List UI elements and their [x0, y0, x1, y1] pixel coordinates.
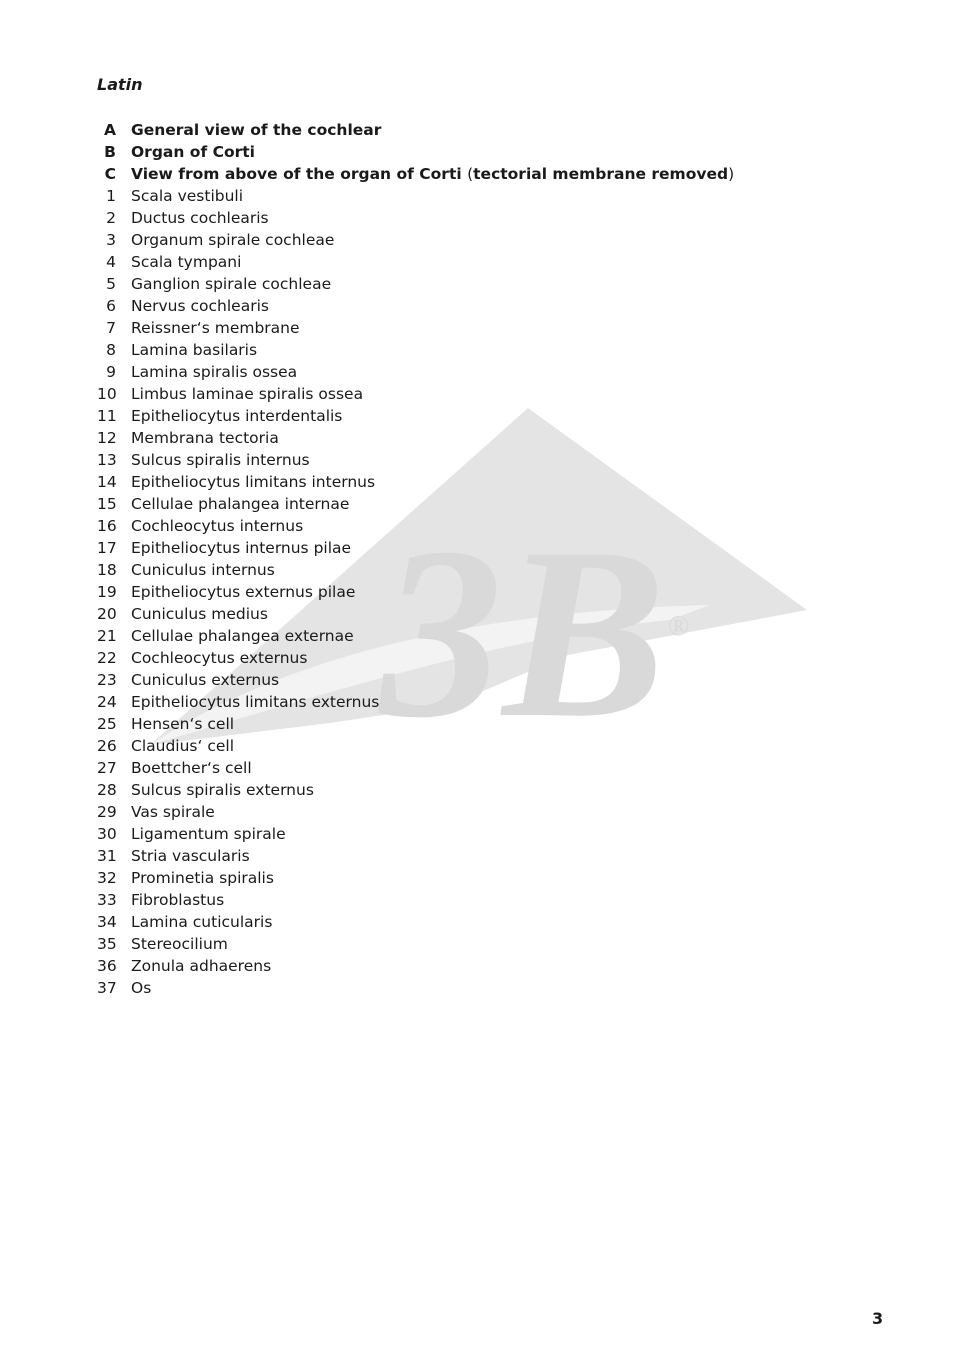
item-label: Cellulae phalangea externae: [131, 627, 354, 645]
item-number: 11: [97, 407, 117, 425]
item-label: Cuniculus medius: [131, 605, 268, 623]
item-label: Membrana tectoria: [131, 429, 279, 447]
list-item: [97, 801, 734, 823]
item-label: Stereocilium: [131, 935, 228, 953]
item-label: Epitheliocytus externus pilae: [131, 583, 356, 601]
item-number: 30: [97, 825, 117, 843]
item-label: Lamina basilaris: [131, 341, 258, 359]
list-item: [97, 757, 734, 779]
section-letter: A: [104, 121, 116, 139]
item-number: 18: [97, 561, 117, 579]
item-number: 23: [97, 671, 117, 689]
list-item: [97, 603, 734, 625]
item-label: Nervus cochlearis: [131, 297, 269, 315]
item-number: 34: [97, 913, 117, 931]
item-label: Sulcus spiralis internus: [131, 451, 310, 469]
item-number: 15: [97, 495, 117, 513]
item-number: 2: [106, 209, 116, 227]
list-item: [97, 493, 734, 515]
item-number: 6: [106, 297, 116, 315]
list-item: [97, 515, 734, 537]
item-label: Reissner‘s membrane: [131, 319, 300, 337]
item-label: Lamina spiralis ossea: [131, 363, 298, 381]
item-label: Epitheliocytus internus pilae: [131, 539, 352, 557]
list-item: [97, 537, 734, 559]
item-number: 8: [106, 341, 116, 359]
list-item: [97, 471, 734, 493]
item-number: 5: [106, 275, 116, 293]
list-item: [97, 889, 734, 911]
item-label: Cuniculus externus: [131, 671, 280, 689]
page-heading: Latin: [97, 75, 143, 94]
item-label: Cellulae phalangea internae: [131, 495, 350, 513]
list-item: [97, 867, 734, 889]
item-number: 32: [97, 869, 117, 887]
list-item: [97, 713, 734, 735]
logo-lettering: 3B: [380, 497, 666, 745]
list-item: [97, 383, 734, 405]
list-item: [97, 295, 734, 317]
item-number: 36: [97, 957, 117, 975]
section-row: [97, 119, 734, 141]
item-number: 35: [97, 935, 117, 953]
item-number: 33: [97, 891, 117, 909]
list-item: [97, 823, 734, 845]
item-number: 37: [97, 979, 117, 997]
section-note: tectorial membrane removed: [473, 165, 729, 183]
item-number: 21: [97, 627, 117, 645]
item-label: Zonula adhaerens: [131, 957, 272, 975]
item-label: Ganglion spirale cochleae: [131, 275, 332, 293]
item-number: 3: [106, 231, 116, 249]
item-label: Prominetia spiralis: [131, 869, 274, 887]
list-item: [97, 427, 734, 449]
list-item: [97, 977, 734, 999]
item-label: Epitheliocytus limitans externus: [131, 693, 380, 711]
list-item: [97, 273, 734, 295]
list-item: [97, 779, 734, 801]
item-number: 1: [106, 187, 116, 205]
item-number: 4: [106, 253, 116, 271]
item-label: Epitheliocytus limitans internus: [131, 473, 376, 491]
item-number: 12: [97, 429, 117, 447]
list-item: [97, 317, 734, 339]
item-number: 13: [97, 451, 117, 469]
item-number: 22: [97, 649, 117, 667]
section-title: View from above of the organ of Corti (tectorial membrane removed): [131, 165, 735, 183]
item-label: Scala tympani: [131, 253, 242, 271]
item-label: Hensen‘s cell: [131, 715, 235, 733]
item-number: 25: [97, 715, 117, 733]
item-label: Sulcus spiralis externus: [131, 781, 314, 799]
section-letter: C: [104, 165, 116, 183]
item-label: Ligamentum spirale: [131, 825, 286, 843]
item-number: 29: [97, 803, 117, 821]
list-item: [97, 933, 734, 955]
item-number: 20: [97, 605, 117, 623]
item-label: Fibroblastus: [131, 891, 225, 909]
list-item: [97, 845, 734, 867]
list-item: [97, 449, 734, 471]
list-item: [97, 405, 734, 427]
section-row: [97, 141, 734, 163]
item-label: Cochleocytus internus: [131, 517, 304, 535]
item-number: 27: [97, 759, 117, 777]
section-letter: B: [104, 143, 116, 161]
item-number: 14: [97, 473, 117, 491]
item-label: Epitheliocytus interdentalis: [131, 407, 343, 425]
item-number: 16: [97, 517, 117, 535]
list-item: [97, 647, 734, 669]
item-number: 17: [97, 539, 117, 557]
item-label: Vas spirale: [131, 803, 215, 821]
list-item: [97, 691, 734, 713]
item-label: Cochleocytus externus: [131, 649, 308, 667]
list-item: [97, 339, 734, 361]
list-item: [97, 251, 734, 273]
list-item: [97, 559, 734, 581]
list-item: [97, 185, 734, 207]
item-number: 24: [97, 693, 117, 711]
item-label: Stria vascularis: [131, 847, 250, 865]
item-label: Claudius‘ cell: [131, 737, 235, 755]
item-label: Lamina cuticularis: [131, 913, 273, 931]
item-label: Cuniculus internus: [131, 561, 275, 579]
page-number: 3: [872, 1309, 884, 1328]
list-item: [97, 625, 734, 647]
item-label: Ductus cochlearis: [131, 209, 269, 227]
item-label: Organum spirale cochleae: [131, 231, 335, 249]
legend-list: [97, 119, 734, 999]
list-item: [97, 669, 734, 691]
item-label: Limbus laminae spiralis ossea: [131, 385, 364, 403]
list-item: [97, 735, 734, 757]
item-number: 28: [97, 781, 117, 799]
item-number: 31: [97, 847, 117, 865]
list-item: [97, 581, 734, 603]
item-number: 9: [106, 363, 116, 381]
item-number: 10: [97, 385, 117, 403]
item-number: 26: [97, 737, 117, 755]
item-label: Os: [131, 979, 152, 997]
list-item: [97, 207, 734, 229]
logo-registered-mark: ®: [668, 611, 690, 642]
item-number: 7: [106, 319, 116, 337]
section-title: General view of the cochlear: [131, 121, 382, 139]
section-title: Organ of Corti: [131, 143, 255, 161]
list-item: [97, 955, 734, 977]
section-row: [97, 163, 734, 185]
list-item: [97, 229, 734, 251]
item-number: 19: [97, 583, 117, 601]
list-item: [97, 911, 734, 933]
list-item: [97, 361, 734, 383]
item-label: Boettcher‘s cell: [131, 759, 252, 777]
item-label: Scala vestibuli: [131, 187, 244, 205]
